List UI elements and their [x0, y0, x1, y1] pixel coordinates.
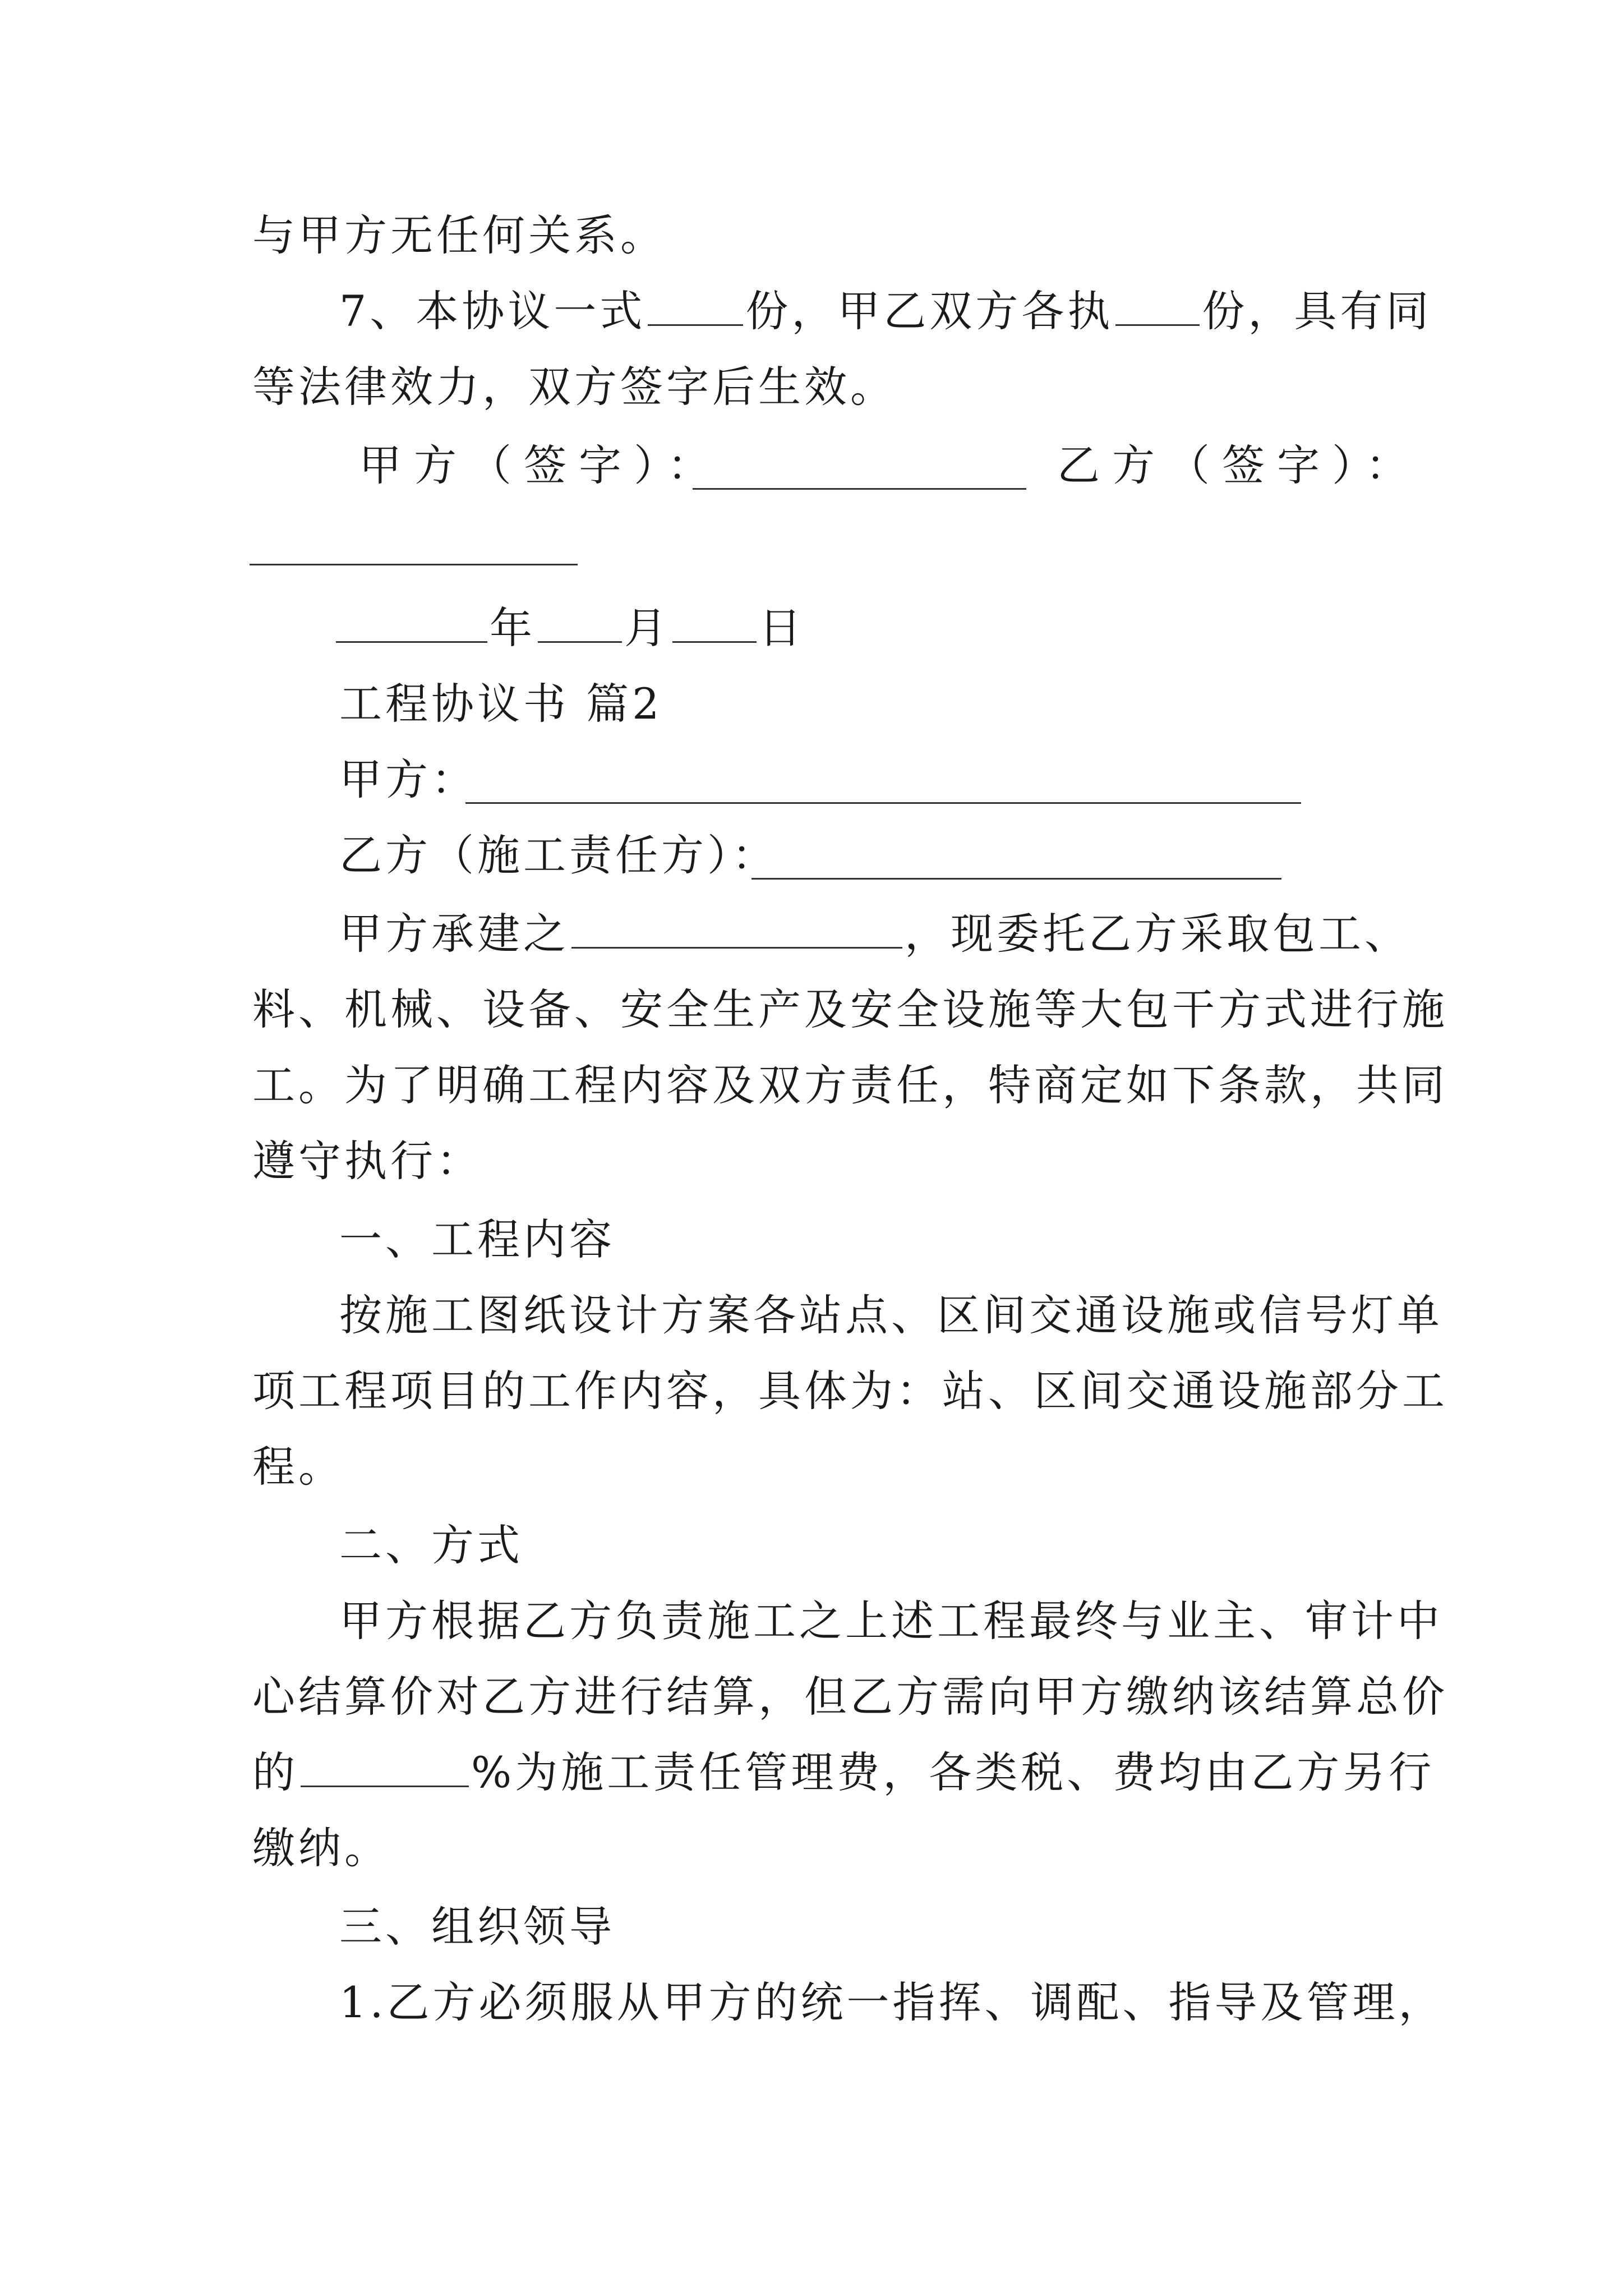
date-line — [334, 600, 805, 656]
text-line — [252, 982, 1448, 1038]
party-a-blank — [465, 802, 1301, 804]
signature-party-b-label: 乙方（签字）： — [1057, 440, 1421, 490]
text-line — [252, 1820, 390, 1876]
text-line — [252, 1439, 344, 1495]
project-name-blank — [571, 911, 902, 949]
text-line-content: 按施工图纸设计方案各站点、区间交通设施或信号灯单 — [339, 1290, 1443, 1340]
text-line-content: 工。为了明确工程内容及双方责任，特商定如下条款，共同 — [252, 1060, 1448, 1110]
text-line-content: 与甲方无任何关系。 — [252, 210, 666, 260]
party-b-label: 乙方（施工责任方）： — [339, 830, 778, 880]
heading-text: 一、工程内容 — [339, 1214, 615, 1264]
signature-party-b-line — [250, 564, 578, 565]
text-line-content: 心结算价对乙方进行结算，但乙方需向甲方缴纳该结算总价 — [252, 1672, 1448, 1722]
date-day-blank — [672, 605, 757, 643]
text-line — [339, 1593, 1443, 1649]
date-month-label: 月 — [624, 603, 670, 653]
text-line-content: 缴纳。 — [252, 1823, 390, 1873]
heading-organization — [339, 1899, 615, 1955]
text-line-content: 遵守执行： — [252, 1136, 482, 1186]
text-line — [339, 1975, 1445, 2031]
section-title — [339, 676, 663, 732]
fee-text-a: 的 — [252, 1747, 298, 1797]
text-line — [339, 1287, 1443, 1343]
text-line-content: 1.乙方必须服从甲方的统一指挥、调配、指导及管理， — [339, 1977, 1445, 2027]
heading-method — [339, 1517, 523, 1573]
text-line — [252, 1057, 1448, 1114]
intro-line — [339, 906, 1410, 962]
clause-7-text-a: 7、本协议一式 — [339, 286, 646, 336]
party-a-line — [339, 752, 477, 808]
signature-party-a — [359, 438, 722, 494]
intro-text-b: ，现委托乙方采取包工、 — [905, 909, 1410, 959]
party-b-line — [339, 827, 778, 884]
text-line — [252, 1133, 482, 1189]
party-a-label: 甲方： — [339, 754, 477, 804]
clause-7-text-b: 份，甲乙双方各执 — [745, 286, 1114, 336]
date-day-label: 日 — [759, 603, 805, 653]
signature-party-b — [1057, 438, 1421, 494]
clause-7-line — [339, 283, 1432, 339]
party-b-blank — [751, 878, 1281, 880]
fee-line — [252, 1745, 1435, 1801]
signature-party-a-label: 甲方（签字）： — [359, 440, 722, 490]
intro-text-a: 甲方承建之 — [339, 909, 569, 959]
clause-7-text-c: 份，具有同 — [1202, 286, 1432, 336]
date-month-blank — [538, 605, 622, 643]
signature-party-a-line — [693, 488, 1026, 490]
text-line-content: 料、机械、设备、安全生产及安全设施等大包干方式进行施 — [252, 984, 1448, 1034]
text-line — [252, 1363, 1448, 1419]
text-line-content: 程。 — [252, 1442, 344, 1492]
date-year-blank — [336, 605, 487, 643]
copies-total-blank — [648, 288, 743, 326]
section-title-text: 工程协议书 篇2 — [339, 679, 663, 729]
copies-each-blank — [1115, 288, 1200, 326]
text-line — [252, 359, 896, 415]
fee-text-b: %为施工责任管理费，各类税、费均由乙方另行 — [471, 1747, 1435, 1797]
text-line-content: 等法律效力，双方签字后生效。 — [252, 362, 896, 412]
text-line-content: 甲方根据乙方负责施工之上述工程最终与业主、审计中 — [339, 1596, 1443, 1646]
text-line — [252, 208, 666, 264]
heading-work-content — [339, 1212, 615, 1268]
heading-text: 二、方式 — [339, 1520, 523, 1570]
heading-text: 三、组织领导 — [339, 1902, 615, 1952]
fee-percent-blank — [301, 1750, 469, 1787]
text-line-content: 项工程项目的工作内容，具体为：站、区间交通设施部分工 — [252, 1366, 1448, 1416]
date-year-label: 年 — [490, 603, 536, 653]
text-line — [252, 1669, 1448, 1725]
